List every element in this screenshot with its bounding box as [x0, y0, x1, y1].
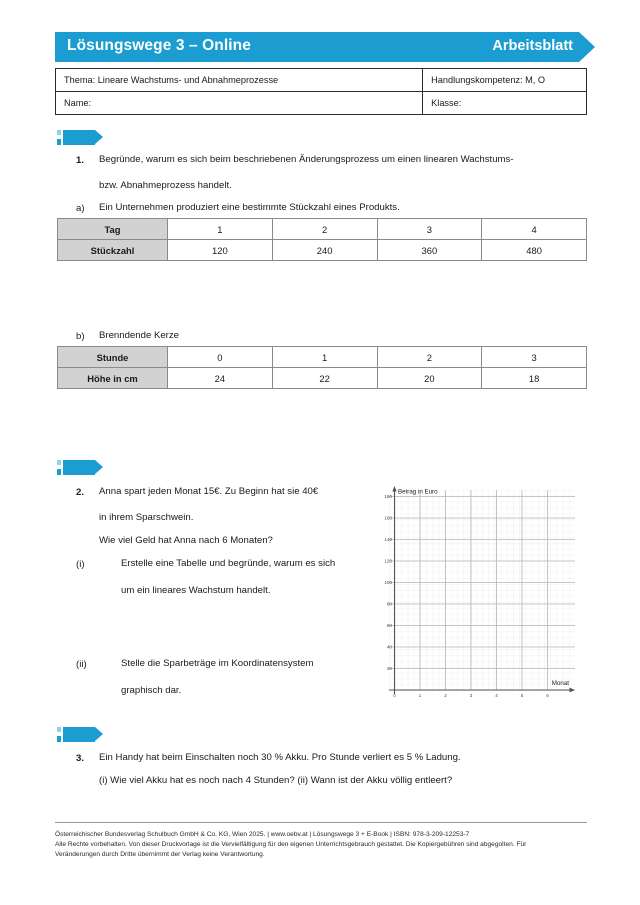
- svg-text:140: 140: [384, 537, 392, 543]
- svg-text:20: 20: [386, 666, 392, 672]
- thema-cell: Thema: Lineare Wachstums- und Abnahmeprozesse: [56, 69, 423, 92]
- task2-i-line1: Erstelle eine Tabelle und begründe, warum es sich: [121, 558, 336, 569]
- section-badge-task1: [57, 130, 103, 145]
- badge-arrow-tip: [95, 130, 103, 144]
- task1b-label: b): [76, 331, 85, 342]
- table-b-cell-stunde-3: 2: [377, 347, 482, 368]
- info-row-thema: [56, 69, 587, 92]
- task2-line1: Anna spart jeden Monat 15€. Zu Beginn hat sie 40€: [99, 486, 319, 497]
- chart-svg: [383, 484, 577, 714]
- table-row: [58, 219, 587, 240]
- coordinate-system-chart: [383, 484, 577, 714]
- table-b-head-hoehe: Höhe in cm: [58, 368, 168, 389]
- page-title: Lösungswege 3 – Online: [67, 37, 251, 54]
- badge-arrow-tip: [95, 460, 103, 474]
- handlungskompetenz-cell: Handlungskompetenz: M, O: [423, 69, 587, 92]
- table-b-cell-hoehe-4: 18: [482, 368, 587, 389]
- table-a-cell-stueckzahl-2: 240: [272, 240, 377, 261]
- task2-ii-line1: Stelle die Sparbeträge im Koordinatensystem: [121, 658, 314, 669]
- task3-number: 3.: [76, 753, 85, 764]
- table-a-head-stueckzahl: Stückzahl: [58, 240, 168, 261]
- task1-number: 1.: [76, 155, 85, 166]
- task2-i-line2: um ein lineares Wachstum handelt.: [121, 585, 271, 596]
- svg-text:160: 160: [384, 515, 392, 521]
- task3-line1: Ein Handy hat beim Einschalten noch 30 % Akku. Pro Stunde verliert es 5 % Ladung.: [99, 752, 461, 763]
- task1-line2: bzw. Abnahmeprozess handelt.: [99, 180, 232, 191]
- table-a-cell-tag-1: 1: [168, 219, 273, 240]
- svg-text:60: 60: [386, 623, 392, 629]
- badge-square-top: [57, 727, 61, 732]
- table-a-cell-tag-4: 4: [482, 219, 587, 240]
- task1a-label: a): [76, 203, 85, 214]
- badge-square-top: [57, 130, 61, 135]
- svg-text:2: 2: [444, 693, 447, 698]
- table-b-cell-hoehe-2: 22: [272, 368, 377, 389]
- badge-body: [63, 130, 95, 145]
- name-field-cell[interactable]: Name:: [56, 92, 423, 115]
- table-b-cell-stunde-4: 3: [482, 347, 587, 368]
- task2-ii-line2: graphisch dar.: [121, 685, 182, 696]
- task2-i-label: (i): [76, 559, 85, 570]
- footer-copyright: [55, 830, 595, 861]
- table-row: [58, 347, 587, 368]
- task1a-text: Ein Unternehmen produziert eine bestimmte Stückzahl eines Produkts.: [99, 202, 400, 213]
- svg-text:6: 6: [546, 693, 549, 698]
- task2-number: 2.: [76, 487, 85, 498]
- svg-text:100: 100: [384, 580, 392, 586]
- task1-line1: Begründe, warum es sich beim beschriebenen Änderungsprozess um einen linearen Wachstums-: [99, 154, 514, 165]
- svg-text:4: 4: [495, 693, 498, 698]
- table-b-cell-hoehe-1: 24: [168, 368, 273, 389]
- table-a-cell-stueckzahl-1: 120: [168, 240, 273, 261]
- table-row: [58, 240, 587, 261]
- badge-body: [63, 460, 95, 475]
- badge-square-bottom: [57, 139, 61, 145]
- svg-text:3: 3: [469, 693, 473, 698]
- task2-ii-label: (ii): [76, 659, 87, 670]
- badge-square-bottom: [57, 736, 61, 742]
- svg-text:120: 120: [384, 558, 392, 564]
- data-table-kerze: [57, 346, 587, 389]
- footer-line-3: Veränderungen durch Dritte übernimmt der Verlag keine Verantwortung.: [55, 851, 265, 859]
- info-row-name: [56, 92, 587, 115]
- table-b-cell-stunde-1: 0: [168, 347, 273, 368]
- task3-line2: (i) Wie viel Akku hat es noch nach 4 Stunden? (ii) Wann ist der Akku völlig entleert?: [99, 775, 453, 786]
- sheet-type-label: Arbeitsblatt: [492, 38, 573, 54]
- banner-arrow-tip: [579, 32, 595, 62]
- task2-line3: Wie viel Geld hat Anna nach 6 Monaten?: [99, 535, 273, 546]
- badge-square-top: [57, 460, 61, 465]
- footer-line-1: Österreichischer Bundesverlag Schulbuch GmbH & Co. KG, Wien 2025. | www.oebv.at | Lösungswege 3 + E-Book | ISBN: 978-3-209-12253-7: [55, 831, 470, 838]
- chart-y-axis-label: Betrag in Euro: [398, 488, 438, 496]
- badge-square-bottom: [57, 469, 61, 475]
- chart-x-axis-label: Monat: [551, 680, 569, 687]
- header-banner: [55, 32, 595, 62]
- footer-line-2: Alle Rechte vorbehalten. Von dieser Druckvorlage ist die Vervielfältigung für den eigenen Unterrichtsgebrauch gestattet. Die Kopiergebühren sind abgegolten. Für: [55, 841, 527, 849]
- svg-text:180: 180: [384, 494, 392, 500]
- svg-text:1: 1: [418, 693, 422, 698]
- svg-text:40: 40: [386, 644, 392, 650]
- klasse-field-cell[interactable]: Klasse:: [423, 92, 587, 115]
- section-badge-task3: [57, 727, 103, 742]
- svg-text:80: 80: [386, 601, 392, 607]
- table-b-cell-stunde-2: 1: [272, 347, 377, 368]
- footer-divider: [55, 822, 587, 823]
- table-a-cell-stueckzahl-4: 480: [482, 240, 587, 261]
- task1b-text: Brenndende Kerze: [99, 330, 180, 341]
- table-a-cell-tag-3: 3: [377, 219, 482, 240]
- badge-body: [63, 727, 95, 742]
- svg-text:5: 5: [520, 693, 524, 698]
- table-row: [58, 368, 587, 389]
- table-a-cell-stueckzahl-3: 360: [377, 240, 482, 261]
- section-badge-task2: [57, 460, 103, 475]
- table-a-cell-tag-2: 2: [272, 219, 377, 240]
- badge-arrow-tip: [95, 727, 103, 741]
- task2-line2: in ihrem Sparschwein.: [99, 512, 194, 523]
- table-b-head-stunde: Stunde: [58, 347, 168, 368]
- svg-text:0: 0: [393, 693, 396, 698]
- table-b-cell-hoehe-3: 20: [377, 368, 482, 389]
- data-table-stueckzahl: [57, 218, 587, 261]
- table-a-head-tag: Tag: [58, 219, 168, 240]
- worksheet-info-table: [55, 68, 587, 115]
- chart-x-tick-labels: [393, 693, 549, 698]
